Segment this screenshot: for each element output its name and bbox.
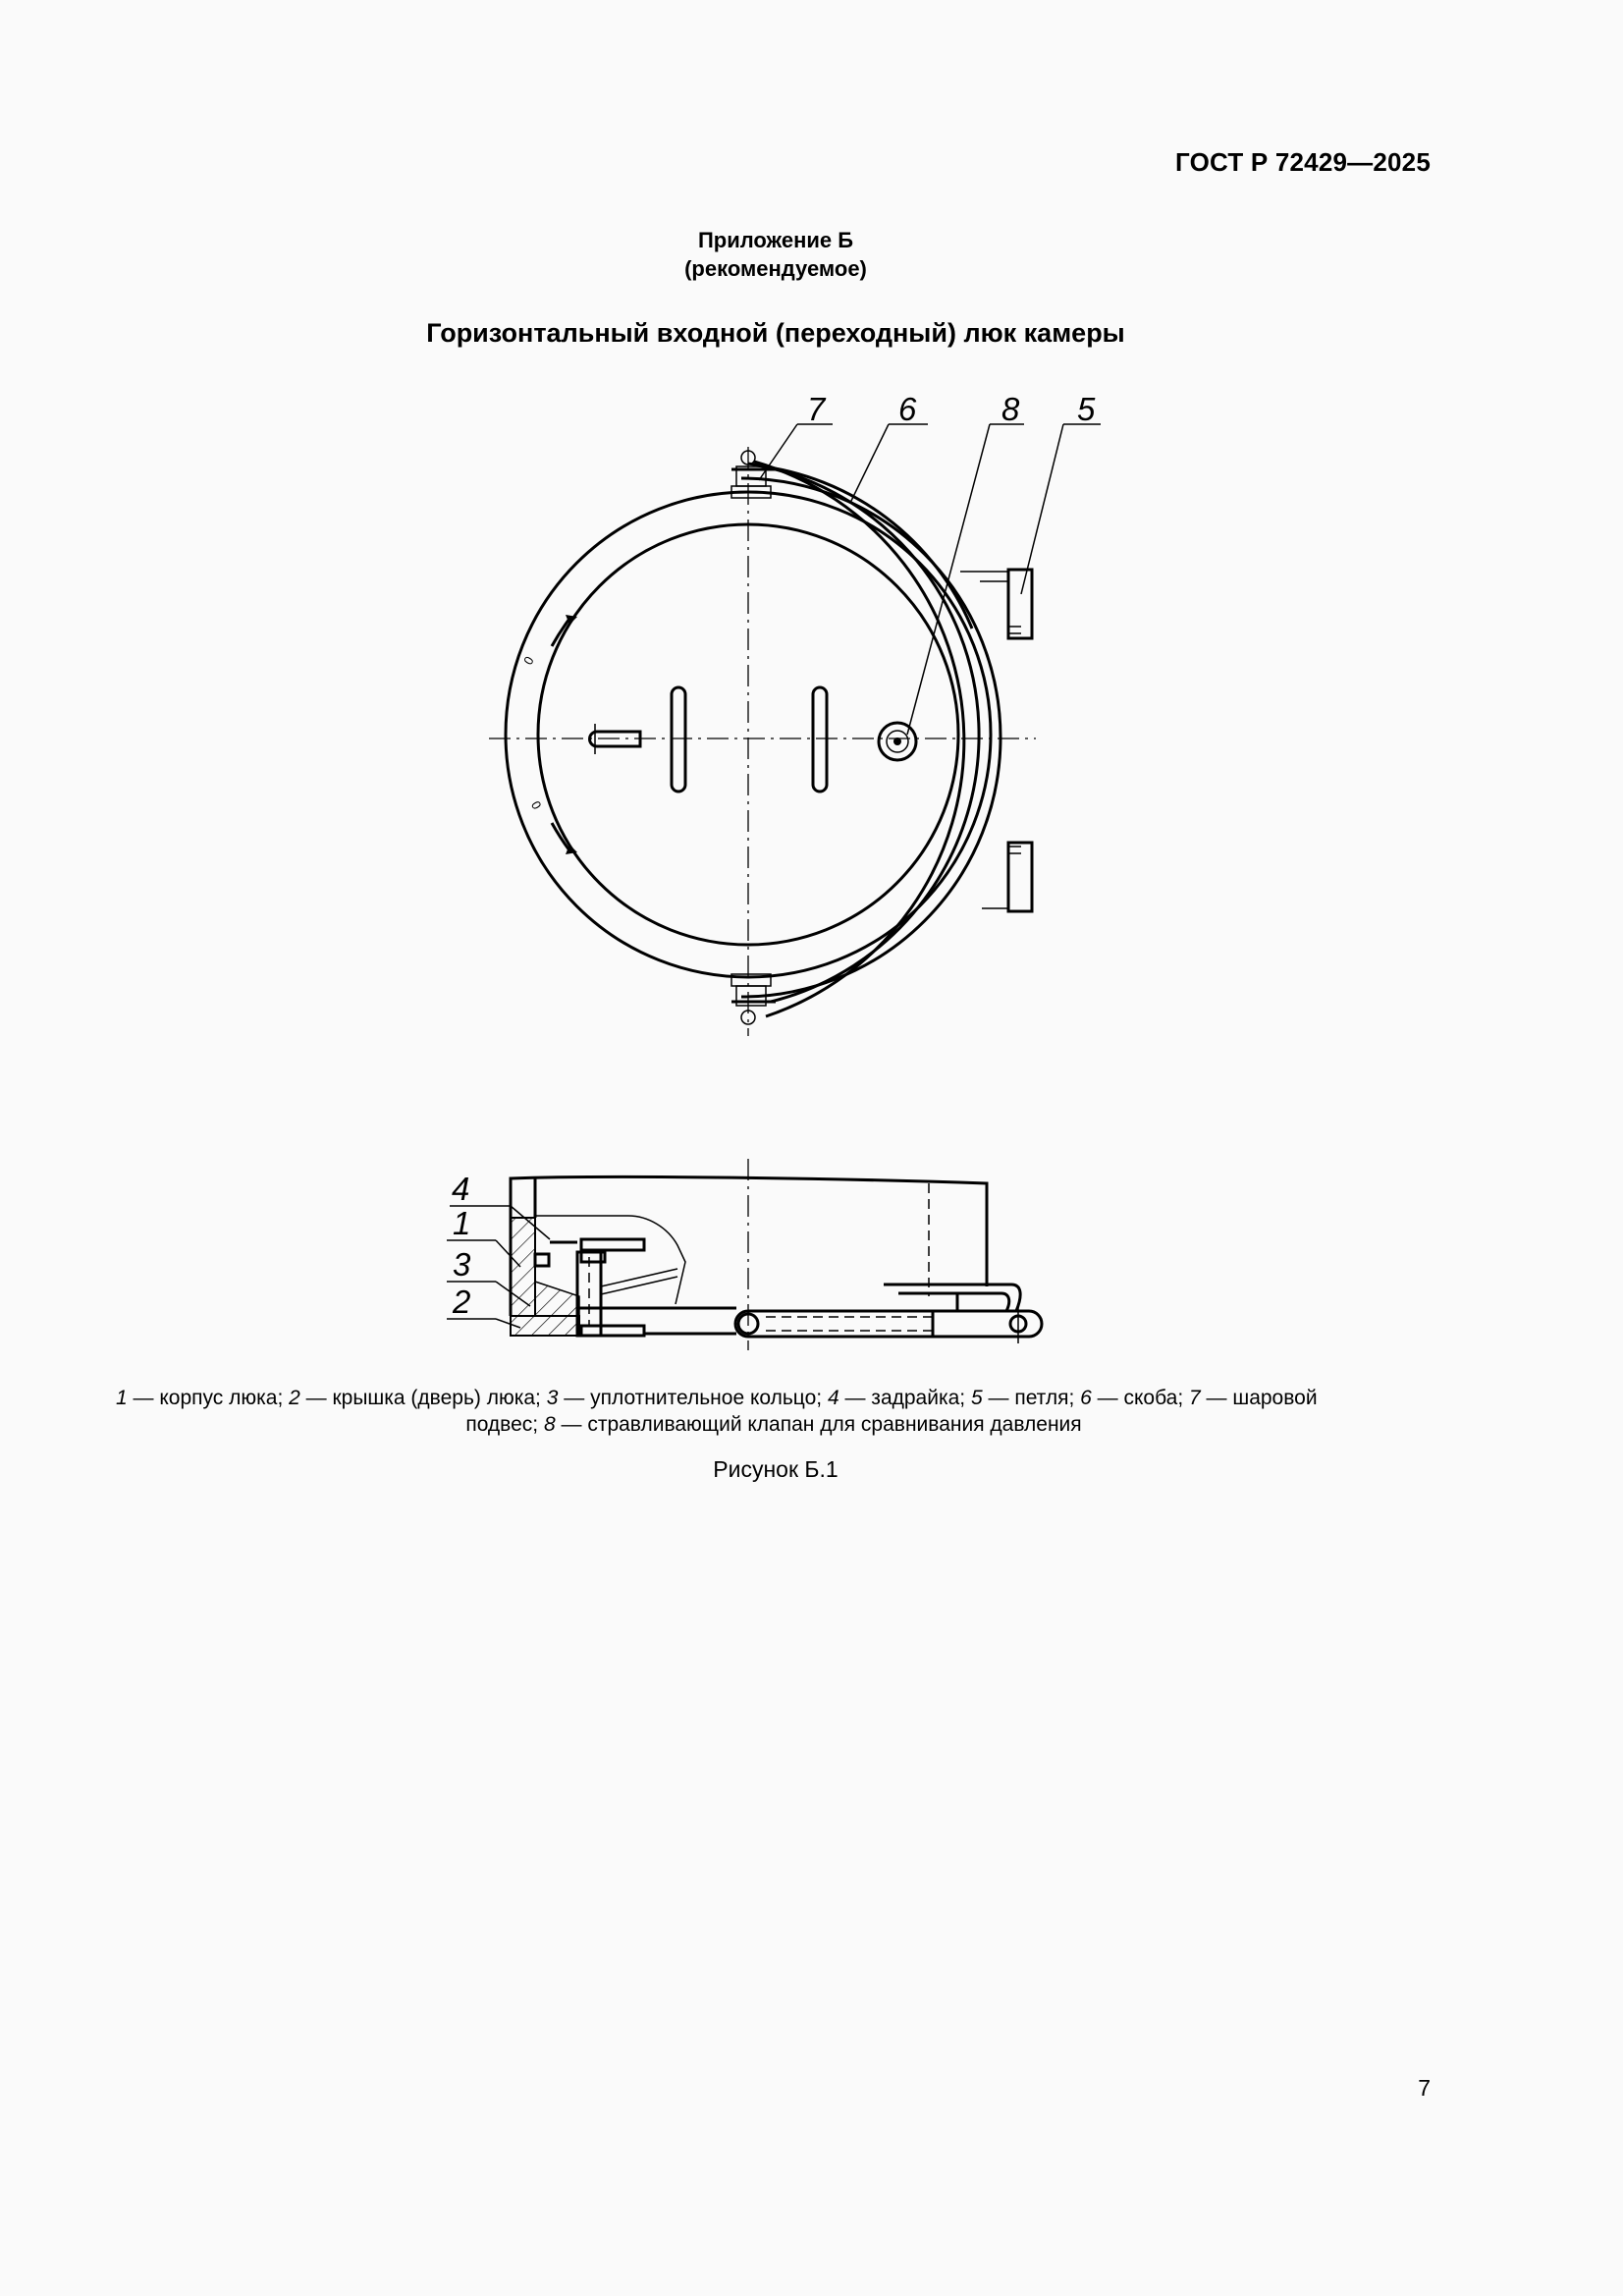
seal-ring-section <box>535 1282 579 1316</box>
hatch-cover-circle <box>538 524 958 945</box>
figure-label: Рисунок Б.1 <box>713 1456 839 1482</box>
callout-8 <box>907 391 1024 735</box>
angle-marker-upper <box>520 615 577 667</box>
cover-section <box>511 1316 579 1336</box>
appendix-status: (рекомендуемое) <box>684 256 867 281</box>
svg-text:5: 5 <box>1077 391 1096 427</box>
svg-text:6: 6 <box>898 391 917 427</box>
angle-label-upper: 0 <box>520 653 537 668</box>
slot-left <box>672 687 685 792</box>
document-code: ГОСТ Р 72429—2025 <box>1175 147 1431 177</box>
bracket-inner-arc <box>748 464 979 1002</box>
svg-text:4: 4 <box>452 1171 470 1207</box>
figure-legend: 1 — корпус люка; 2 — крышка (дверь) люка; 3 — уплотнительное кольцо; 4 — задрайка; 5 — петля; 6 — скоба; 7 — шаровой подвес; 8 — стравливающий клапан для сравнивания давления <box>116 1387 1318 1436</box>
svg-text:8: 8 <box>1001 391 1020 427</box>
hinge-lower <box>982 843 1032 911</box>
hinge-bracket-side <box>884 1285 1020 1311</box>
callout-6 <box>850 391 928 503</box>
side-section-view <box>447 1159 1042 1350</box>
hinge-arm <box>735 1304 1042 1343</box>
section-title: Горизонтальный входной (переходный) люк камеры <box>426 318 1125 348</box>
svg-text:1: 1 <box>453 1205 471 1241</box>
svg-text:3: 3 <box>453 1246 471 1283</box>
callout-5 <box>1021 391 1101 594</box>
angle-marker-lower <box>528 798 577 854</box>
slot-right <box>813 687 827 792</box>
svg-text:2: 2 <box>453 1284 471 1320</box>
appendix-name: Приложение Б <box>697 228 854 252</box>
top-view <box>489 391 1101 1036</box>
svg-text:7: 7 <box>807 391 826 427</box>
pressure-relief-valve <box>879 723 916 760</box>
page-number: 7 <box>1418 2075 1431 2101</box>
angle-label-lower: 0 <box>527 798 545 812</box>
cover-plate <box>579 1308 736 1334</box>
seal-ring-arc <box>741 478 1001 997</box>
